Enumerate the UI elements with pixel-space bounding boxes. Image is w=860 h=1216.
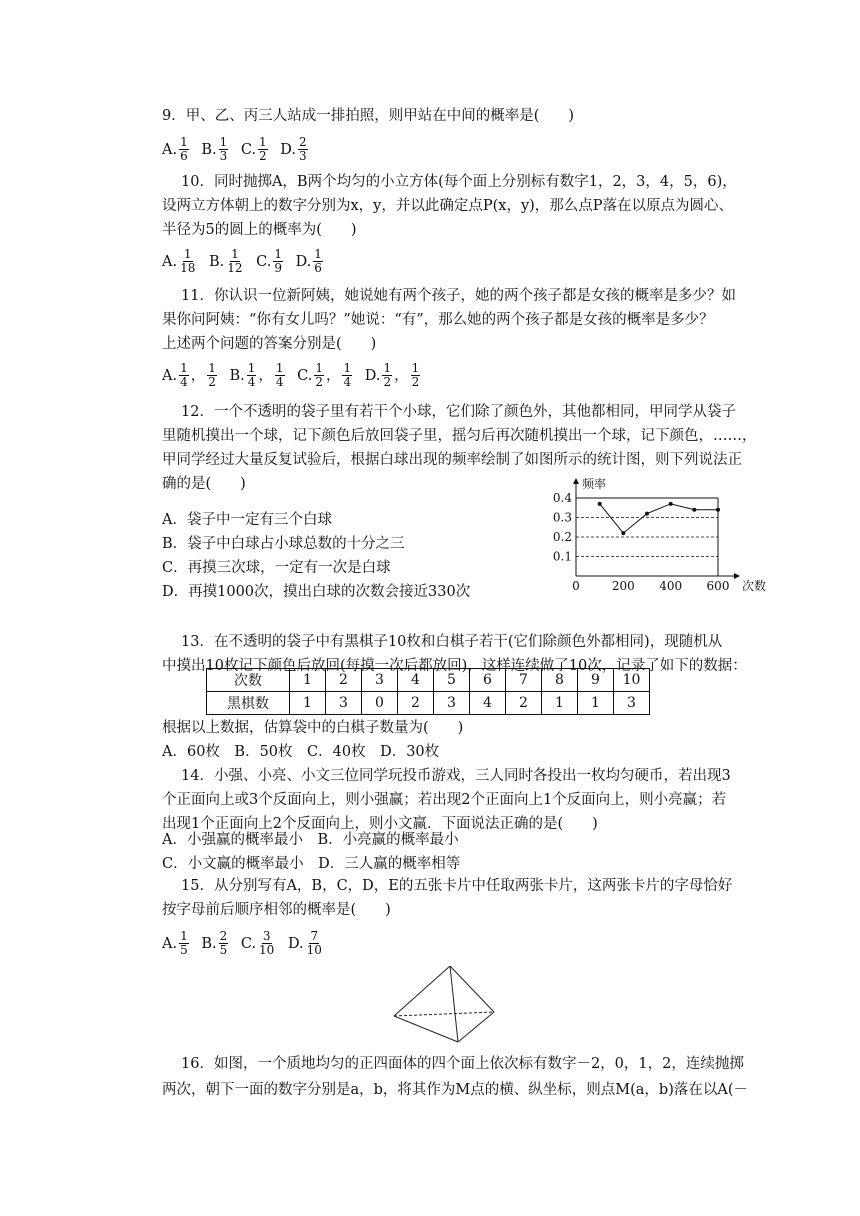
q11-option-a: A. $\frac{1}{4}$ ， $\frac{1}{2}$ bbox=[162, 361, 216, 389]
tetra-edge-hidden bbox=[394, 1012, 494, 1016]
q11-option-d: D. $\frac{1}{2}$ ， $\frac{1}{2}$ bbox=[364, 361, 420, 389]
q14-line1: 14．小强、小亮、小文三位同学玩投币游戏，三人同时各投出一枚均匀硬币，若出现3 bbox=[181, 768, 731, 784]
q10-option-d: D. $\frac{1}{6}$ bbox=[295, 247, 322, 275]
q12-option-a: A．袋子中一定有三个白球 bbox=[162, 512, 332, 528]
x-tick-label: 0 bbox=[572, 579, 580, 593]
q9-option-b: B. $\frac{1}{3}$ bbox=[201, 135, 228, 163]
q12-line4: 确的是( ) bbox=[162, 476, 246, 492]
q14-line2: 个正面向上或3个反面向上，则小强赢；若出现2个正面向上1个反面向上，则小亮赢；若 bbox=[162, 792, 727, 808]
q14-opt2: C．小文赢的概率最小 D．三人赢的概率相等 bbox=[162, 856, 461, 872]
table-cell: 1 bbox=[290, 692, 326, 715]
frequency-chart bbox=[540, 477, 767, 596]
tetra-edge bbox=[394, 966, 450, 1016]
table-cell: 2 bbox=[326, 669, 362, 692]
y-tick-label: 0.3 bbox=[552, 510, 572, 525]
q12-line2: 里随机摸出一个球，记下颜色后放回袋子里，摇匀后再次随机摸出一个球，记下颜色，……， bbox=[162, 428, 757, 444]
q10-options bbox=[162, 248, 331, 275]
x-axis-arrow bbox=[734, 573, 740, 579]
q10-option-b: B. $\frac{1}{12}$ bbox=[208, 247, 243, 275]
data-point bbox=[645, 512, 649, 516]
q11-options bbox=[162, 362, 428, 389]
q12-option-b: B．袋子中白球占小球总数的十分之三 bbox=[162, 536, 405, 552]
table-cell: 9 bbox=[578, 669, 614, 692]
data-point bbox=[598, 502, 602, 506]
q9-option-a: A. $\frac{1}{6}$ bbox=[162, 135, 188, 163]
q10-line1: 10．同时抛掷A，B两个均匀的小立方体(每个面上分别标有数字1，2，3，4，5，6)， bbox=[181, 174, 737, 190]
tetrahedron-figure bbox=[388, 962, 508, 1052]
q11-line1: 11．你认识一位新阿姨，她说她有两个孩子，她的两个孩子都是女孩的概率是多少？如 bbox=[181, 288, 736, 304]
q14-opt1: A．小强赢的概率最小 B．小亮赢的概率最小 bbox=[162, 832, 459, 848]
table-cell: 1 bbox=[542, 692, 578, 715]
table-row bbox=[207, 669, 650, 692]
x-tick-label: 200 bbox=[611, 579, 635, 593]
q12-line3: 甲同学经过大量反复试验后，根据白球出现的频率绘制了如图所示的统计图，则下列说法正 bbox=[162, 452, 742, 468]
table-cell: 6 bbox=[470, 669, 506, 692]
table-header-times: 次数 bbox=[207, 669, 290, 692]
table-cell: 4 bbox=[470, 692, 506, 715]
q15-option-b: B. $\frac{2}{5}$ bbox=[201, 929, 228, 957]
table-cell: 3 bbox=[326, 692, 362, 715]
q15-line2: 按字母前后顺序相邻的概率是( ) bbox=[162, 902, 391, 918]
q15-options bbox=[162, 930, 331, 957]
q14-line3: 出现1个正面向上2个反面向上，则小文赢．下面说法正确的是( ) bbox=[162, 816, 598, 832]
table-cell: 2 bbox=[398, 692, 434, 715]
data-point bbox=[716, 508, 720, 512]
q15-option-a: A. $\frac{1}{5}$ bbox=[162, 929, 188, 957]
q10-line3: 半径为5的圆上的概率为( ) bbox=[162, 222, 357, 238]
q13-options: A．60枚 B．50枚 C．40枚 D．30枚 bbox=[162, 744, 440, 760]
q13-line1: 13．在不透明的袋子中有黑棋子10枚和白棋子若干(它们除颜色外都相同)，现随机从 bbox=[181, 634, 723, 650]
q9-options bbox=[162, 136, 316, 163]
q9-option-c: C. $\frac{1}{2}$ bbox=[240, 135, 267, 163]
tetra-edge bbox=[458, 1012, 494, 1042]
q16-line1: 16．如图，一个质地均匀的正四面体的四个面上依次标有数字－2，0，1，2，连续抛掷 bbox=[181, 1056, 744, 1072]
chess-data-table bbox=[206, 668, 650, 715]
q15-line1: 15．从分别写有A，B，C，D，E的五张卡片中任取两张卡片，这两张卡片的字母恰好 bbox=[181, 878, 733, 894]
q12-option-d: D．再摸1000次，摸出白球的次数会接近330次 bbox=[162, 584, 471, 600]
table-cell: 0 bbox=[362, 692, 398, 715]
x-tick-label: 400 bbox=[659, 579, 683, 593]
q12-option-c: C．再摸三次球，一定有一次是白球 bbox=[162, 560, 391, 576]
table-cell: 2 bbox=[506, 692, 542, 715]
table-cell: 1 bbox=[578, 692, 614, 715]
table-header-black: 黑棋数 bbox=[207, 692, 290, 715]
table-row bbox=[207, 692, 650, 715]
y-tick-label: 0.2 bbox=[552, 530, 572, 544]
q11-line2: 果你问阿姨：“你有女儿吗？”她说：“有”，那么她的两个孩子都是女孩的概率是多少？ bbox=[162, 312, 714, 328]
q15-option-c: C. $\frac{3}{10}$ bbox=[240, 929, 275, 957]
q15-option-d: D. $\frac{7}{10}$ bbox=[287, 929, 322, 957]
table-cell: 3 bbox=[614, 692, 650, 715]
data-point bbox=[692, 508, 696, 512]
q10-option-a: A. $\frac{1}{18}$ bbox=[162, 247, 196, 275]
table-cell: 3 bbox=[362, 669, 398, 692]
y-axis-label: 频率 bbox=[582, 477, 607, 491]
x-axis-label: 次数 bbox=[742, 579, 767, 593]
q11-line3: 上述两个问题的答案分别是( ) bbox=[162, 336, 377, 352]
data-point bbox=[669, 502, 673, 506]
data-point bbox=[621, 531, 625, 535]
table-cell: 4 bbox=[398, 669, 434, 692]
y-tick-label: 0.1 bbox=[552, 549, 572, 564]
tetra-edge bbox=[450, 966, 458, 1042]
q9-option-d: D. $\frac{2}{3}$ bbox=[280, 135, 307, 163]
q10-line2: 设两立方体朝上的数字分别为x，y，并以此确定点P(x，y)，那么点P落在以原点为圆心、 bbox=[162, 198, 734, 214]
x-tick-label: 600 bbox=[706, 579, 730, 593]
tetra-edge bbox=[450, 966, 494, 1012]
table-cell: 7 bbox=[506, 669, 542, 692]
q9-stem: 9．甲、乙、丙三人站成一排拍照，则甲站在中间的概率是( ) bbox=[162, 108, 575, 124]
q10-option-c: C. $\frac{1}{9}$ bbox=[256, 247, 282, 275]
q11-option-c: C. $\frac{1}{2}$ ， $\frac{1}{4}$ bbox=[297, 361, 352, 389]
q11-option-b: B. $\frac{1}{4}$ ， $\frac{1}{4}$ bbox=[229, 361, 284, 389]
table-cell: 8 bbox=[542, 669, 578, 692]
series-line bbox=[600, 504, 718, 533]
table-cell: 3 bbox=[434, 692, 470, 715]
q12-line1: 12．一个不透明的袋子里有若干个小球，它们除了颜色外，其他都相同，甲同学从袋子 bbox=[181, 404, 736, 420]
q13-line2: 中摸出10枚记下颜色后放回(每摸一次后都放回)，这样连续做了10次，记录了如下的数据： bbox=[162, 658, 747, 674]
tetra-edge bbox=[394, 1016, 458, 1042]
q16-line2: 两次，朝下一面的数字分别是a，b，将其作为M点的横、纵坐标，则点M(a，b)落在以A(－ bbox=[162, 1082, 748, 1098]
table-cell: 1 bbox=[290, 669, 326, 692]
table-cell: 5 bbox=[434, 669, 470, 692]
table-cell: 10 bbox=[614, 669, 650, 692]
y-tick-label: 0.4 bbox=[552, 491, 572, 505]
q13-line3: 根据以上数据，估算袋中的白棋子数量为( ) bbox=[162, 720, 464, 736]
y-axis-arrow bbox=[573, 478, 579, 484]
